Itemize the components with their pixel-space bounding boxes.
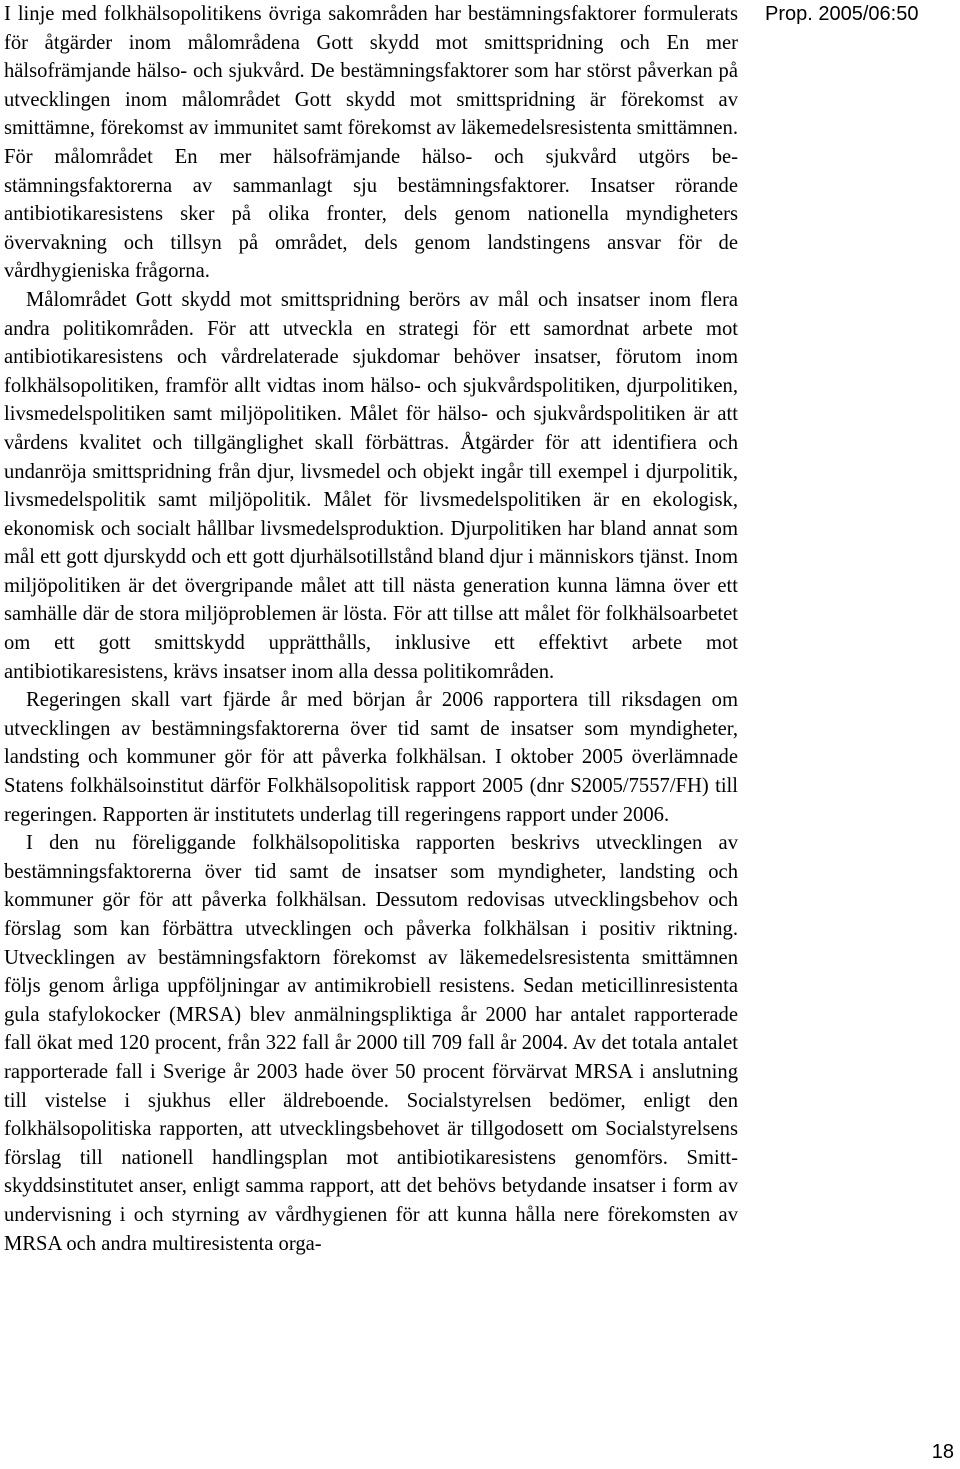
paragraph-2: Målområdet Gott skydd mot smittspridning berörs av mål och insatser inom flera andra politikområden. För att utveckla en strategi för ett samordnat arbete mot antibiotikaresistens och vårdrelaterade sjukdomar behöver insatser, förutom inom folkhälsopolitiken, framför allt vidtas inom hälso- och sjukvårdspolitiken, djurpolitiken, livsmedelspolitiken samt miljöpolitiken. Målet för hälso- och sjukvårdspolitiken är att vårdens kvalitet och tillgänglighet skall förbättras. Åtgärder för att identifiera och undanröja smittspridning från djur, livsmedel och objekt ingår till exempel i djurpolitik, livsmedelspolitik samt miljöpolitik. Målet för livsmedelspolitiken är en ekologisk, ekonomisk och socialt hållbar livsmedelsproduktion. Djurpolitiken har bland annat som mål ett gott djurskydd och ett gott djurhälsotillstånd bland djur i människors tjänst. Inom miljöpolitiken är det övergripande målet att till nästa generation kunna lämna över ett samhälle där de stora miljöproblemen är lösta. För att tillse att målet för folkhälsoarbetet om ett gott smittskydd upprätthålls, inklusive ett effektivt arbete mot antibiotikaresistens, krävs insatser inom alla dessa politikområden. [4, 288, 738, 683]
paragraph-4: I den nu föreliggande folkhälsopolitiska rapporten beskrivs utvecklingen av bestämningsfaktorerna över tid samt de insatser som myndigheter, landsting och kommuner gör för att påverka folkhälsan. Dessutom redovisas utvecklingsbehov och förslag som kan förbättra utvecklingen och påverka folkhälsan i positiv riktning. Utvecklingen av bestämningsfaktorn förekomst av läkemedelsresistenta smittämnen följs genom årliga uppföljningar av antimikrobiell resistens. Sedan meticillinresistenta gula stafylokocker (MRSA) blev anmälningspliktiga år 2000 har antalet rapporterade fall ökat med 120 procent, från 322 fall år 2000 till 709 fall år 2004. Av det totala antalet rapporterade fall i Sverige år 2003 hade över 50 procent förvärvat MRSA i anslutning till vistelse i sjukhus eller äldreboende. Socialstyrelsen bedömer, enligt den folkhälsopolitiska rapporten, att utvecklingsbehovet är tillgodosett om Socialstyrelsens förslag till nationell handlingsplan mot antibiotikaresistens genomförs. Smittskyddsinstitutet anser, enligt samma rapport, att det behövs betydande insatser i form av undervisning i och styrning av vårdhygienen för att kunna hålla nere förekomsten av MRSA och andra multiresistenta orga- [4, 832, 738, 1255]
body-text [4, 0, 738, 1258]
page-number: 18 [931, 1441, 954, 1463]
paragraph-3: Regeringen skall vart fjärde år med början år 2006 rapportera till riksdagen om utvecklingen av bestämningsfaktorerna över tid samt de insatser som myndigheter, landsting och kommuner gör för att påverka folkhälsan. I oktober 2005 överlämnade Statens folkhälsoinstitut därför Folkhälsopolitisk rapport 2005 (dnr S2005/7557/FH) till regeringen. Rapporten är institutets underlag till regeringens rapport under 2006. [4, 689, 738, 826]
paragraph-1: I linje med folkhälsopolitikens övriga sakområden har bestämningsfaktorer formulerats för åtgärder inom målområdena Gott skydd mot smittspridning och En mer hälsofrämjande hälso- och sjukvård. De bestämningsfaktorer som har störst påverkan på utvecklingen inom målområdet Gott skydd mot smittspridning är förekomst av smittämne, förekomst av immunitet samt förekomst av läkemedelsresistenta smittämnen. För målområdet En mer hälsofrämjande hälso- och sjukvård utgörs bestämningsfaktorerna av sammanlagt sju bestämningsfaktorer. Insatser rörande antibiotikaresistens sker på olika fronter, dels genom nationella myndigheters övervakning och tillsyn på området, dels genom landstingens ansvar för de vårdhygieniska frågorna. [4, 3, 738, 283]
proposition-reference: Prop. 2005/06:50 [765, 3, 919, 25]
